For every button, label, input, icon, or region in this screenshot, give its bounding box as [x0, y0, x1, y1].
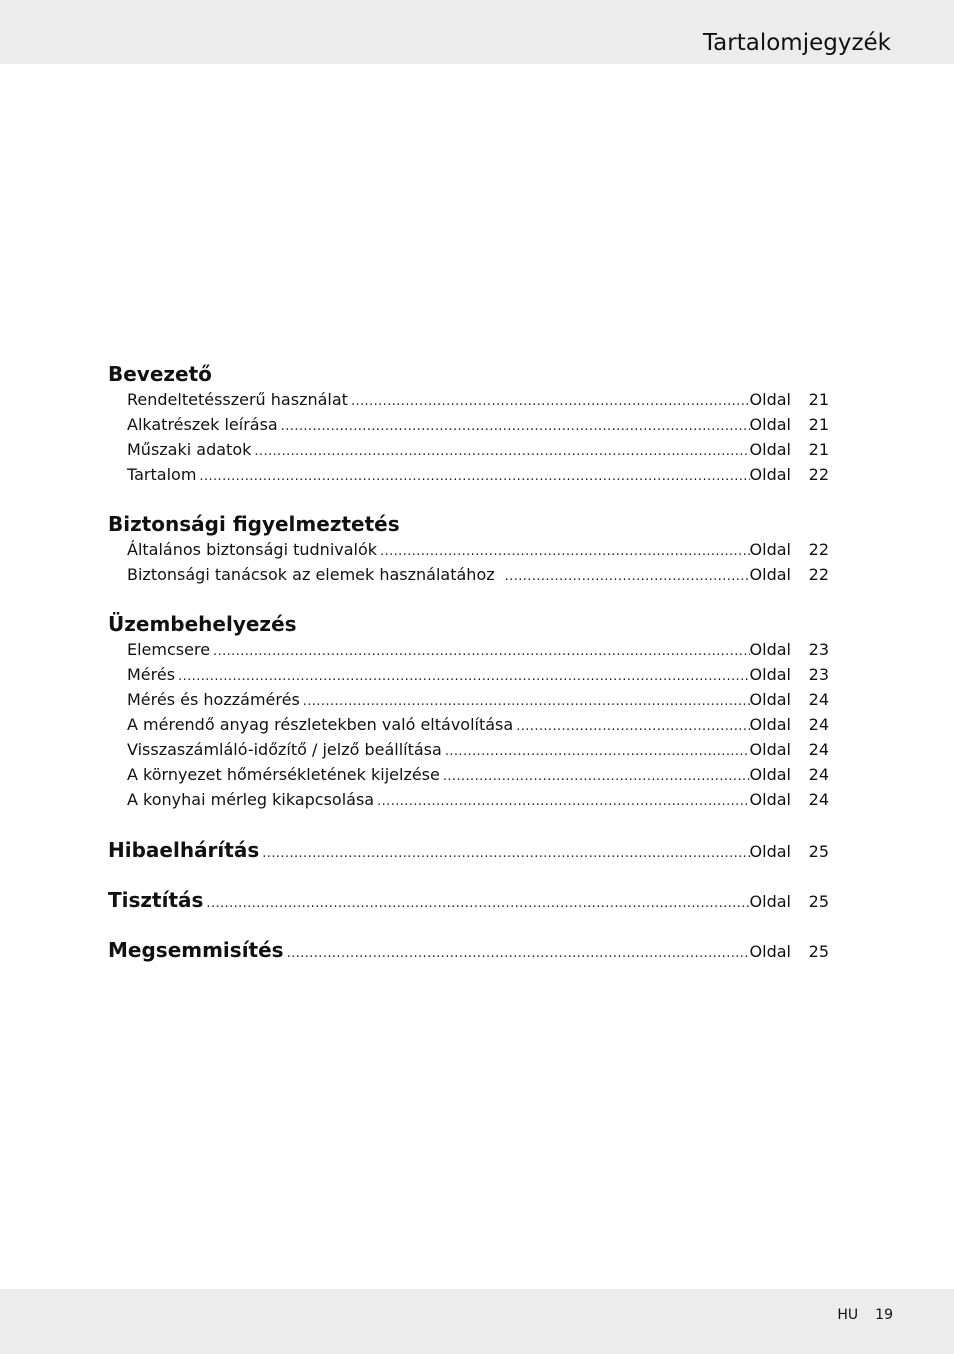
toc-entry-page-number: 21	[808, 415, 829, 434]
toc-entry-page-number: 24	[808, 765, 829, 784]
toc-entry-label: Alkatrészek leírása	[127, 415, 278, 434]
leader-dots	[377, 790, 749, 814]
leader-dots	[199, 465, 749, 489]
toc-entry-page-number: 25	[808, 892, 829, 911]
toc-entry[interactable]	[127, 738, 829, 762]
leader-dots	[516, 715, 749, 739]
toc-entry-page-number: 21	[808, 440, 829, 459]
toc-main-entry[interactable]	[108, 888, 829, 912]
toc-entry-label: A mérendő anyag részletekben való eltávolítása	[127, 715, 514, 734]
toc-entry[interactable]	[127, 413, 829, 437]
leader-dots	[262, 842, 749, 866]
toc-entry-page-number: 23	[808, 665, 829, 684]
toc-entry-page-number: 25	[808, 942, 829, 961]
toc-entry[interactable]	[127, 463, 829, 487]
toc-entry-page-number: 24	[808, 790, 829, 809]
leader-dots	[254, 440, 749, 464]
toc-main-entry[interactable]	[108, 838, 829, 862]
toc-entry-label: Mérés	[127, 665, 176, 684]
toc-entry-label: Biztonsági tanácsok az elemek használatához	[127, 565, 495, 584]
toc-entry-page-word: Oldal	[749, 942, 791, 961]
leader-dots	[445, 740, 750, 764]
toc-entry-page-word: Oldal	[749, 665, 791, 684]
toc-entry[interactable]	[127, 388, 829, 412]
section-title-uzembehelyezes: Üzembehelyezés	[108, 612, 297, 636]
toc-entry-page-word: Oldal	[749, 892, 791, 911]
toc-main-entry-label: Hibaelhárítás	[108, 838, 260, 862]
section-title-biztonsagi: Biztonsági figyelmeztetés	[108, 512, 400, 536]
toc-main-entry[interactable]	[108, 938, 829, 962]
toc-entry-label: A környezet hőmérsékletének kijelzése	[127, 765, 440, 784]
toc-entry-page-word: Oldal	[749, 765, 791, 784]
toc-entry-page-word: Oldal	[749, 415, 791, 434]
toc-entry-page-word: Oldal	[749, 690, 791, 709]
toc-entry-page-word: Oldal	[749, 540, 791, 559]
toc-entry-page-word: Oldal	[749, 465, 791, 484]
leader-dots	[351, 390, 750, 414]
page-title: Tartalomjegyzék	[702, 30, 891, 56]
leader-dots	[178, 665, 749, 689]
section-title-bevezeto: Bevezető	[108, 362, 212, 386]
toc-entry-page-number: 21	[808, 390, 829, 409]
leader-dots	[206, 892, 749, 916]
toc-entry[interactable]	[127, 688, 829, 712]
toc-entry-page-number: 25	[808, 842, 829, 861]
toc-entry-label: Rendeltetésszerű használat	[127, 390, 348, 409]
toc-entry-page-word: Oldal	[749, 715, 791, 734]
toc-entry-page-word: Oldal	[749, 740, 791, 759]
leader-dots	[380, 540, 750, 564]
toc-entry-page-number: 23	[808, 640, 829, 659]
leader-dots	[213, 640, 750, 664]
toc-entry-page-word: Oldal	[749, 842, 791, 861]
toc-entry-page-number: 22	[808, 465, 829, 484]
page-footer	[837, 1303, 893, 1327]
toc-entry-label: Általános biztonsági tudnivalók	[127, 540, 378, 559]
footer-band	[0, 1289, 954, 1354]
toc-entry-page-number: 24	[808, 690, 829, 709]
toc-entry-label: Műszaki adatok	[127, 440, 252, 459]
toc-entry-label: Mérés és hozzámérés	[127, 690, 300, 709]
toc-entry-page-number: 22	[808, 540, 829, 559]
toc-entry-label: Visszaszámláló-időzítő / jelző beállítása	[127, 740, 442, 759]
leader-dots	[443, 765, 750, 789]
toc-entry-label: Elemcsere	[127, 640, 211, 659]
leader-dots	[303, 690, 750, 714]
toc-entry-page-number: 24	[808, 715, 829, 734]
toc-entry[interactable]	[127, 763, 829, 787]
toc-entry[interactable]	[127, 638, 829, 662]
toc-entry-label: A konyhai mérleg kikapcsolása	[127, 790, 375, 809]
toc-entry-page-word: Oldal	[749, 640, 791, 659]
toc-entry-page-word: Oldal	[749, 565, 791, 584]
toc-entry[interactable]	[127, 438, 829, 462]
toc-entry-page-number: 24	[808, 740, 829, 759]
toc-main-entry-label: Tisztítás	[108, 888, 204, 912]
toc-entry[interactable]	[127, 663, 829, 687]
toc-entry[interactable]	[127, 563, 829, 587]
toc-entry-label: Tartalom	[127, 465, 197, 484]
toc-entry-page-word: Oldal	[749, 790, 791, 809]
toc-entry[interactable]	[127, 713, 829, 737]
toc-entry[interactable]	[127, 788, 829, 812]
leader-dots	[281, 415, 750, 439]
leader-dots	[287, 942, 750, 966]
toc-entry-page-number: 22	[808, 565, 829, 584]
toc-main-entry-label: Megsemmisítés	[108, 938, 284, 962]
leader-dots	[505, 565, 750, 589]
language-code: HU	[837, 1307, 859, 1323]
page-number: 19	[875, 1307, 893, 1323]
toc-entry[interactable]	[127, 538, 829, 562]
toc-entry-page-word: Oldal	[749, 440, 791, 459]
toc-entry-page-word: Oldal	[749, 390, 791, 409]
